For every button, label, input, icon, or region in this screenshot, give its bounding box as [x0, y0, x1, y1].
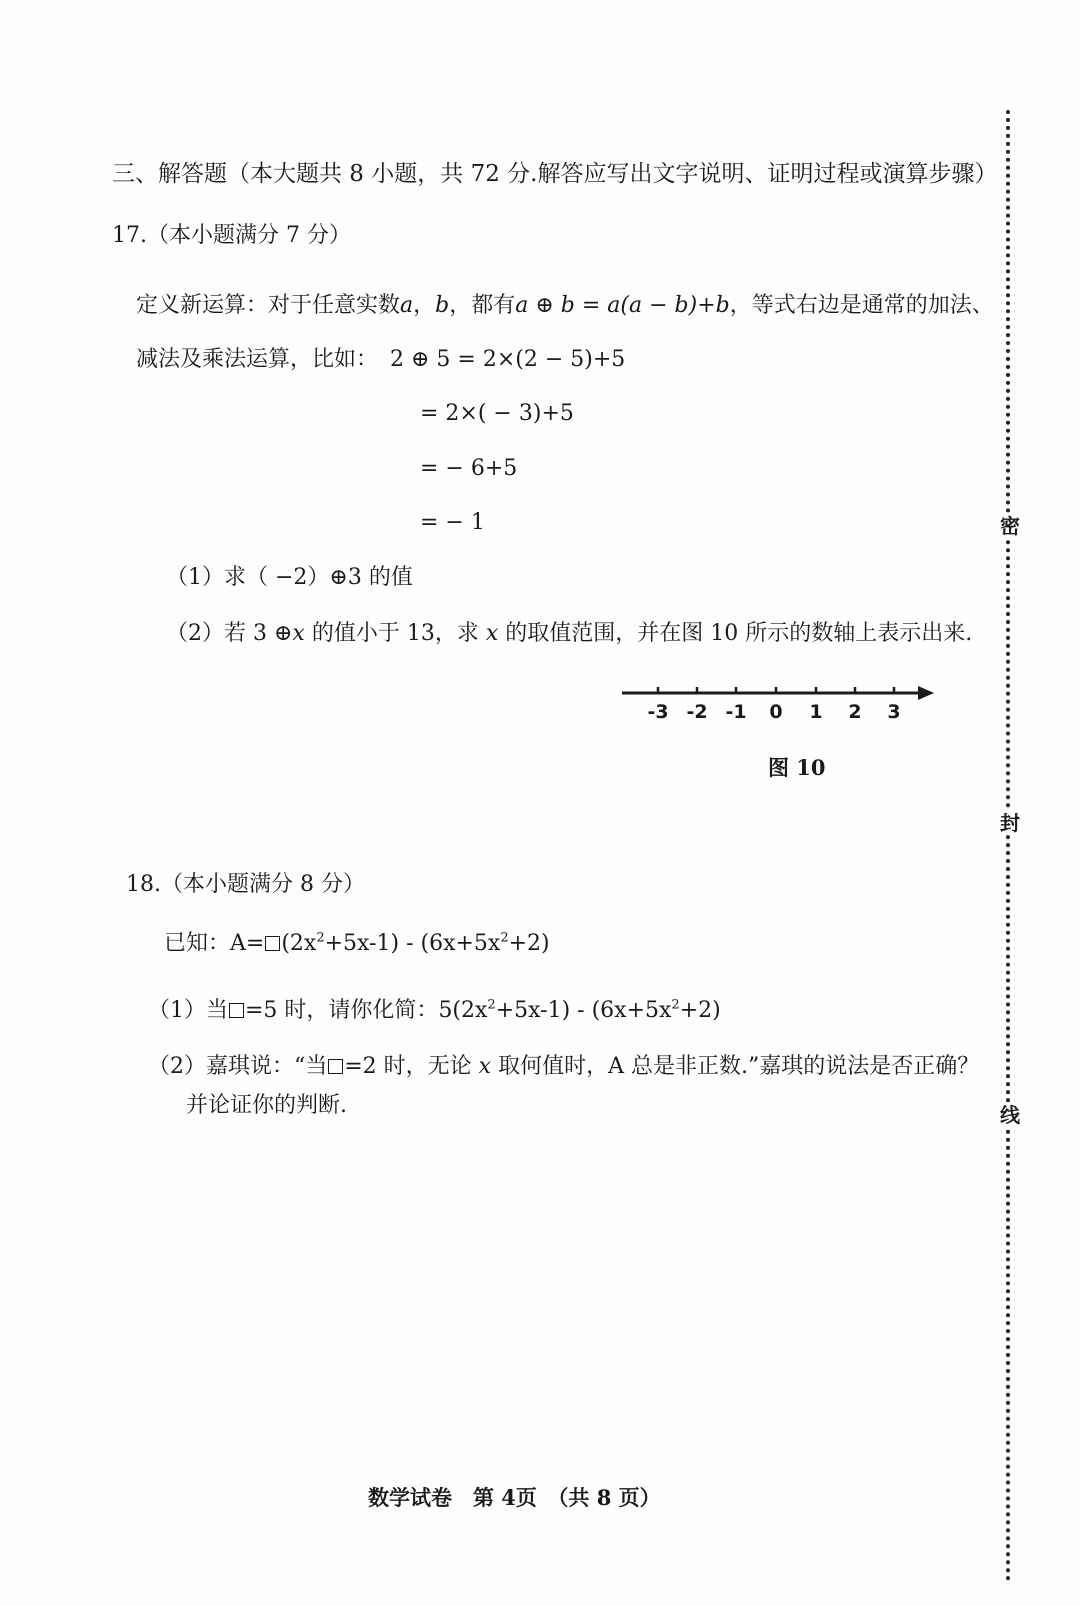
q17-definition-formula: a ⊕ b = a(a − b)+b [515, 293, 730, 318]
q18-part2-line2: 并论证你的判断. [186, 1093, 347, 1118]
q17-example-step2: = 2×( − 3)+5 [420, 401, 574, 426]
q17-example-first-line [136, 346, 625, 374]
q17-part2-var2: x [485, 621, 499, 646]
blank-box [229, 1003, 244, 1018]
q17-header: 17.（本小题满分 7 分） [112, 223, 351, 248]
q17-var-a: a [400, 293, 414, 318]
q18-part1 [148, 997, 721, 1025]
q17-part2-mid: 的值小于 13，求 [304, 621, 486, 646]
q18-part1-expr: +5x-1) - (6x+5x [495, 998, 672, 1023]
page-footer: 数学试卷 第 4页 （共 8 页） [368, 1485, 661, 1510]
q18-given [164, 930, 550, 958]
q17-example-step4: = − 1 [420, 510, 485, 535]
q17-part2-prefix: （2）若 3 ⊕ [166, 621, 293, 646]
q17-intro-prefix: 定义新运算：对于任意实数 [136, 293, 401, 318]
figure-caption: 图 10 [768, 755, 826, 780]
q18-part1-prefix: （1）当 [148, 998, 228, 1023]
q17-definition-line [136, 292, 994, 320]
q18-part1-mid: =5 时，请你化简： [245, 998, 439, 1023]
q17-part1: （1）求（ −2）⊕3 的值 [166, 565, 413, 590]
number-line-label: -1 [725, 701, 747, 723]
q18-given-expr: +5x-1) - (6x+5x [324, 931, 501, 956]
number-line-figure [612, 676, 942, 736]
exponent: 2 [487, 997, 496, 1013]
q17-part2 [166, 620, 972, 648]
q18-part1-expr: +2) [679, 998, 721, 1023]
seal-char-feng: 封 [996, 811, 1024, 835]
q18-given-prefix: 已知：A= [164, 931, 265, 956]
number-line-label: 0 [769, 701, 783, 723]
q17-intro-suffix: ，等式右边是通常的加法、 [729, 293, 994, 318]
q18-part2-var: x [478, 1054, 492, 1079]
binding-dotted-line [1006, 110, 1010, 1582]
q18-given-expr: +2) [508, 931, 550, 956]
exponent: 2 [500, 930, 509, 946]
number-line-label: 1 [809, 701, 823, 723]
q18-part2-mid: =2 时，无论 [344, 1054, 479, 1079]
q18-header: 18.（本小题满分 8 分） [126, 872, 365, 897]
q18-given-expr: (2x [281, 931, 317, 956]
number-line-label: 3 [887, 701, 901, 723]
q18-part2-suffix: 取何值时，A 总是非正数.”嘉琪的说法是否正确？ [491, 1054, 980, 1079]
q17-part2-suffix: 的取值范围，并在图 10 所示的数轴上表示出来. [498, 621, 973, 646]
exponent: 2 [316, 930, 325, 946]
q17-var-b: b [435, 293, 450, 318]
q17-example-step3: = − 6+5 [420, 456, 518, 481]
q18-part2 [148, 1053, 979, 1081]
q17-example-step1: 2 ⊕ 5 = 2×(2 − 5)+5 [390, 347, 626, 372]
q18-part1-expr: 5(2x [438, 998, 488, 1023]
blank-box [265, 936, 280, 951]
blank-box [328, 1059, 343, 1074]
q17-part2-var: x [292, 621, 305, 646]
section-heading: 三、解答题（本大题共 8 小题，共 72 分.解答应写出文字说明、证明过程或演算步骤） [112, 161, 998, 187]
q17-comma: ， [413, 293, 436, 318]
number-line-label: -3 [647, 701, 669, 723]
exponent: 2 [671, 997, 680, 1013]
q17-line2-prefix: 减法及乘法运算，比如： [136, 347, 379, 372]
number-line-label: 2 [848, 701, 862, 723]
number-line-arrow [918, 686, 934, 700]
seal-char-xian: 线 [996, 1103, 1024, 1127]
seal-char-mi: 密 [996, 514, 1024, 538]
q17-intro-mid: ，都有 [449, 293, 516, 318]
number-line-label: -2 [686, 701, 708, 723]
q18-part2-prefix: （2）嘉琪说：“当 [148, 1054, 328, 1079]
